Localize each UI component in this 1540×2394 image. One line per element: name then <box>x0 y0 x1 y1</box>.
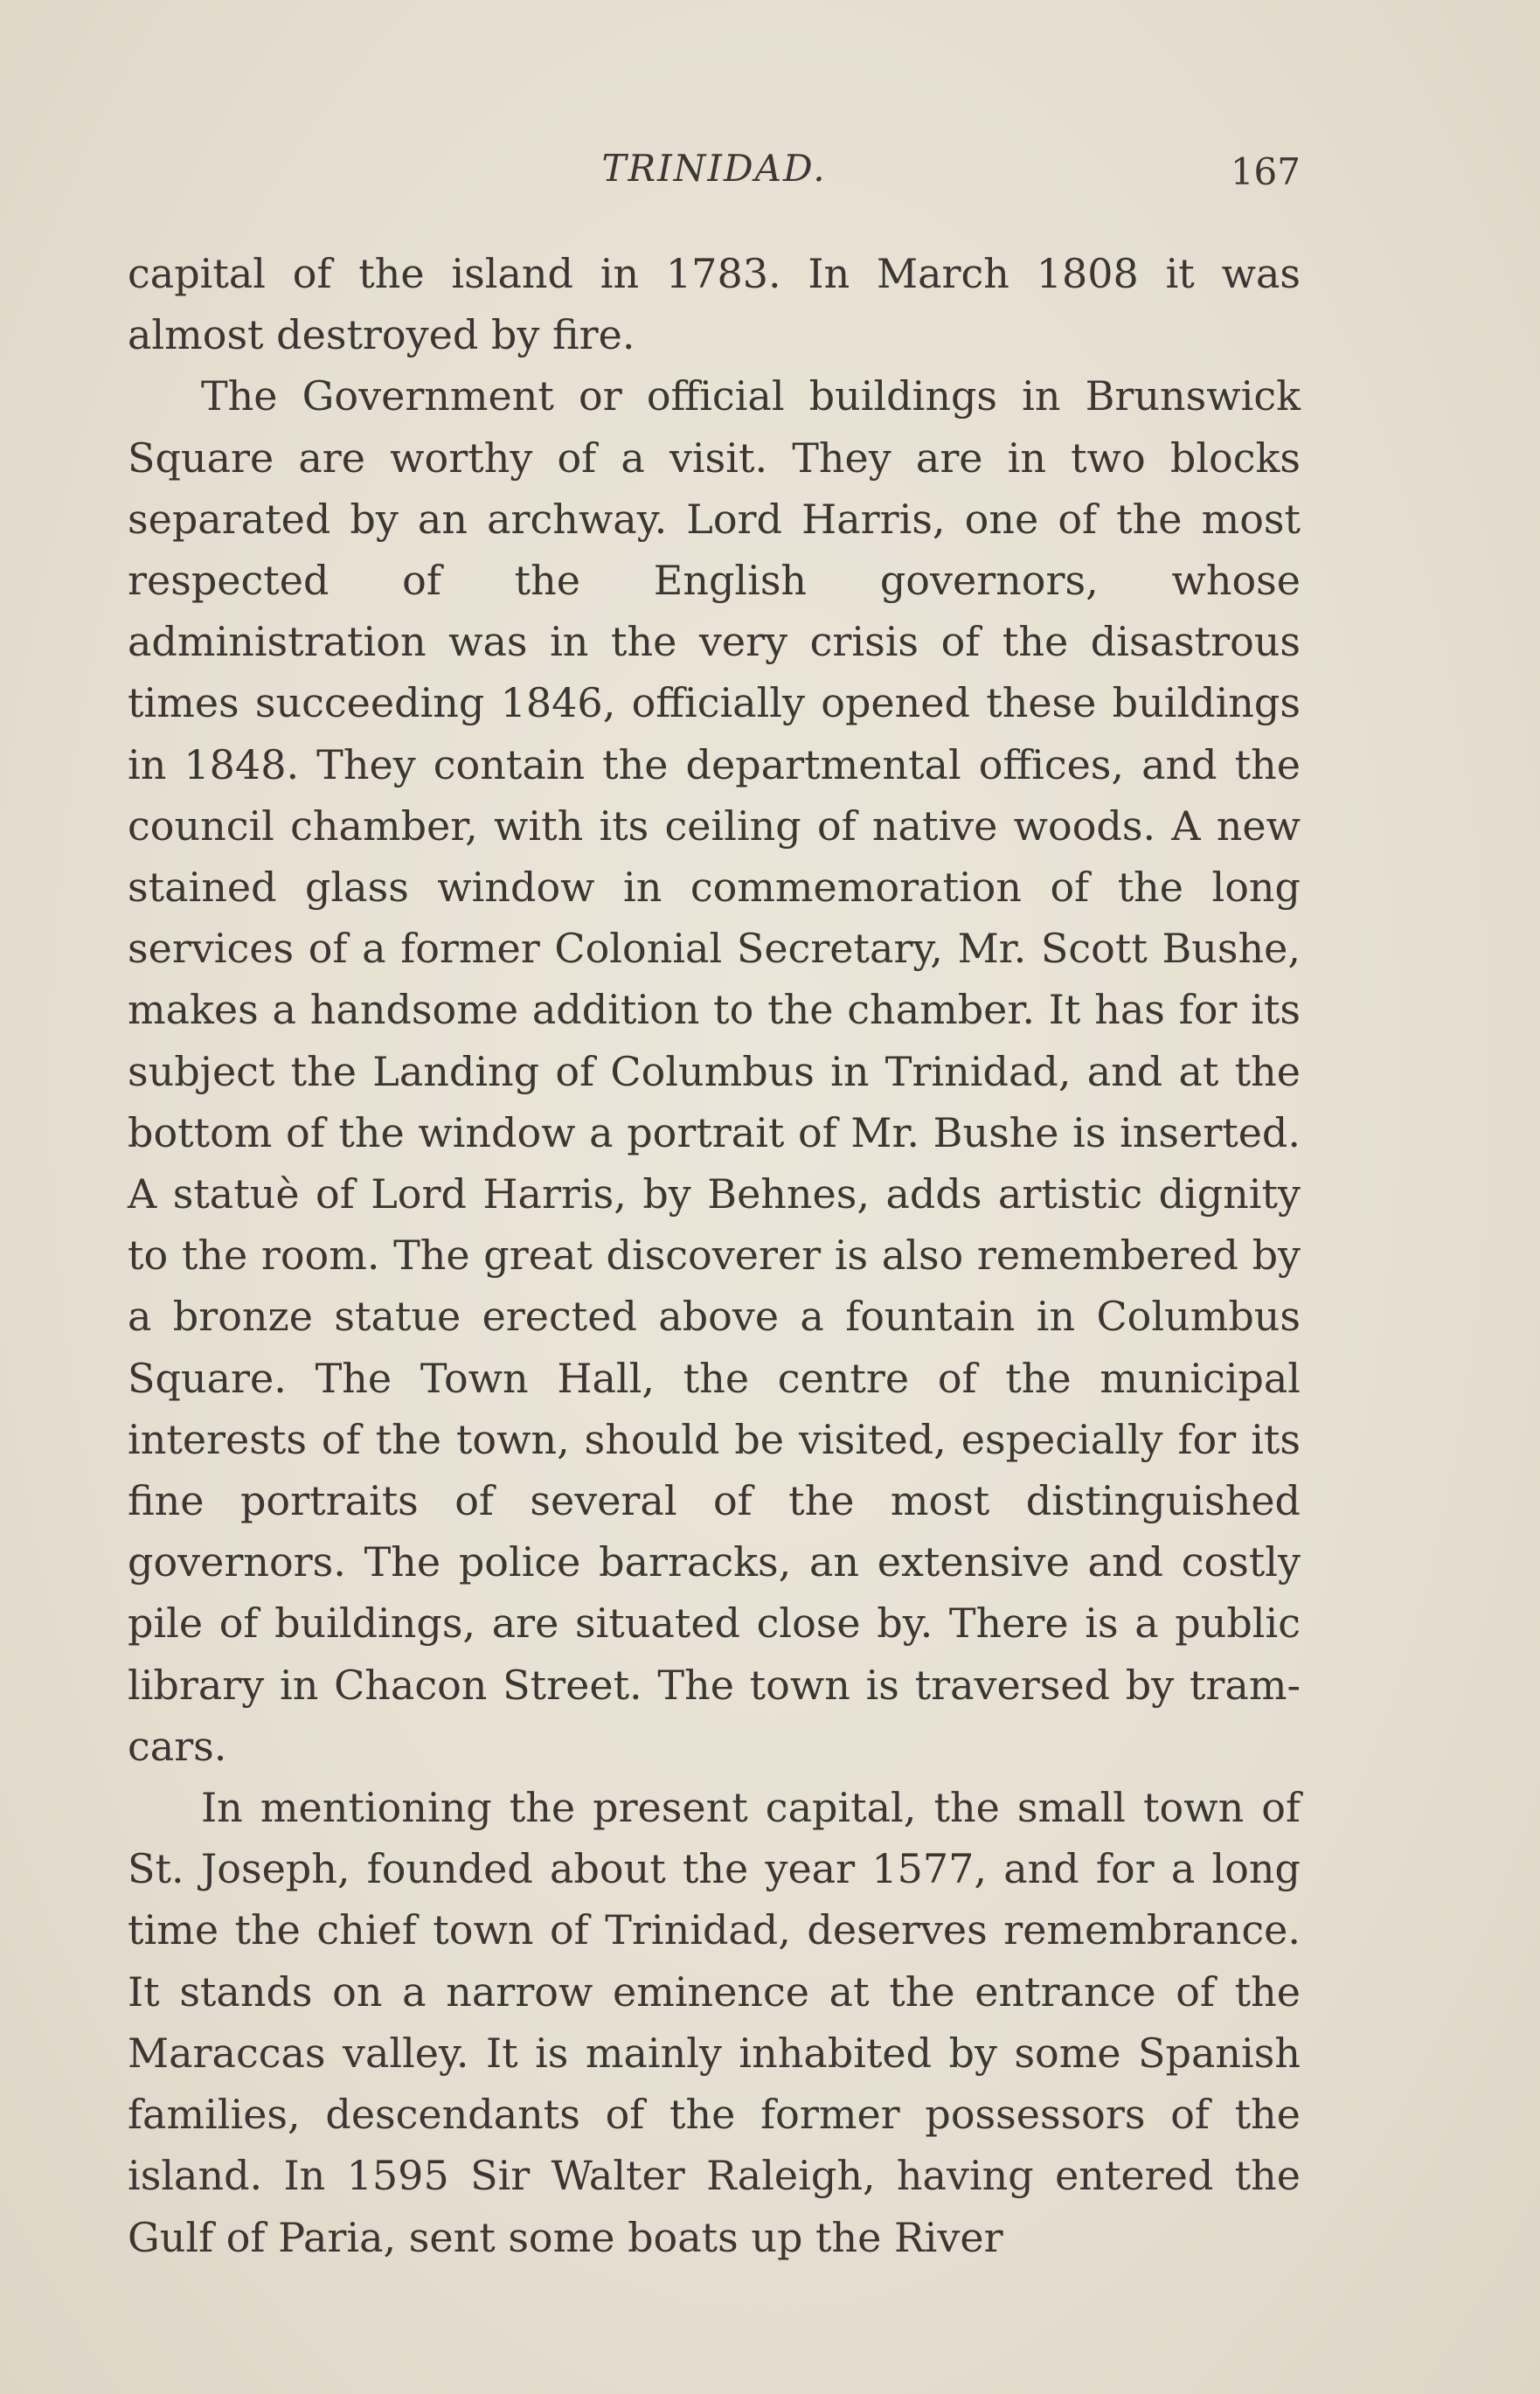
paragraph-1: capital of the island in 1783. In March 1808 it was almost destroyed by fire. <box>128 250 1301 359</box>
paragraph-3: In mentioning the present capital, the small town of St. Joseph, founded about the year 1577, and for a long time the chief town of Trinidad, deserves remembrance. It stands on a narrow eminence at the entrance of the Maraccas valley. It is mainly inhabited by some Spanish families, descendants of the former possessors of the island. In 1595 Sir Walter Raleigh, having entered the Gulf of Paria, sent some boats up the River <box>128 1784 1301 2261</box>
paragraph-2: The Government or official buildings in Brunswick Square are worthy of a visit. They are in two blocks separated by an archway. Lord Harris, one of the most respected of the English governors, whose administration was in the very crisis of the disastrous times succeeding 1846, officially opened these buildings in 1848. They contain the departmental offices, and the council chamber, with its ceiling of native woods. A new stained glass window in commemoration of the long services of a former Colonial Secretary, Mr. Scott Bushe, makes a handsome addition to the chamber. It has for its subject the Landing of Columbus in Trinidad, and at the bottom of the window a portrait of Mr. Bushe is inserted. A statuè of Lord Harris, by Behnes, adds artistic dignity to the room. The great discoverer is also remembered by a bronze statue erected above a fountain in Columbus Square. The Town Hall, the centre of the municipal interests of the town, should be visited, especially for its fine portraits of several of the most distinguished governors. The police barracks, an extensive and costly pile of buildings, are situated close by. There is a public library in Chacon Street. The town is traversed by tram-cars. <box>128 372 1301 1770</box>
page-number: 167 <box>1230 150 1301 193</box>
body-text <box>128 243 1301 2268</box>
running-title: TRINIDAD. <box>601 147 827 190</box>
page-header <box>128 147 1301 199</box>
